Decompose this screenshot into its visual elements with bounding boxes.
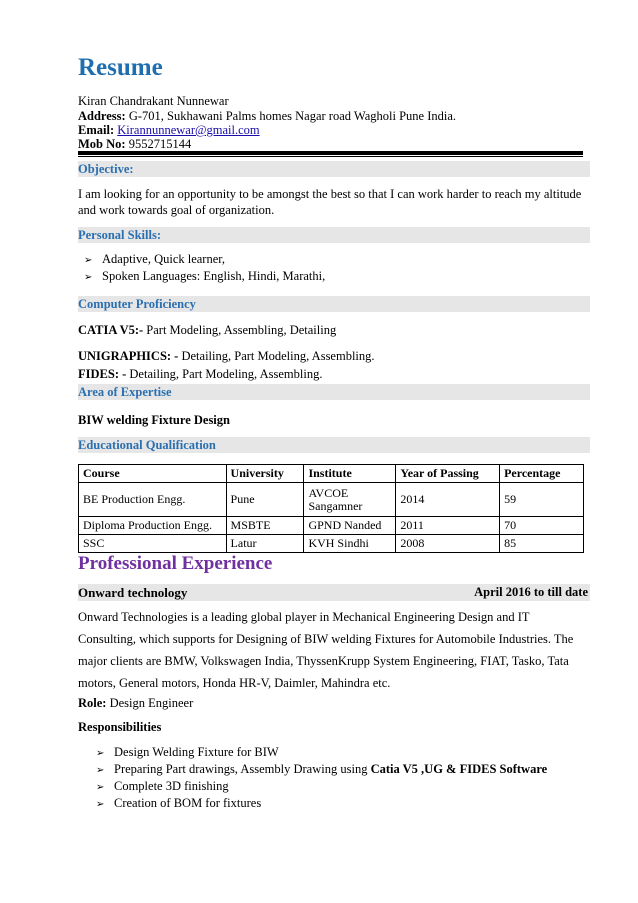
responsibilities-heading: Responsibilities [78, 720, 162, 734]
skill-item: ➢ Adaptive, Quick learner, [84, 252, 226, 266]
role-label: Role: [78, 696, 107, 710]
arrow-bullet-icon: ➢ [96, 748, 105, 759]
table-cell: 2011 [396, 517, 500, 535]
employment-period: April 2016 to till date [474, 585, 588, 599]
responsibility-item: ➢ Complete 3D finishing [96, 779, 229, 793]
table-row [79, 483, 584, 517]
table-cell: MSBTE [226, 517, 304, 535]
email-line [78, 123, 260, 137]
objective-heading: Objective: [78, 162, 134, 176]
arrow-bullet-icon: ➢ [96, 799, 105, 810]
objective-text: I am looking for an opportunity to be amongst the best so that I can work harder to reach my altitude and work towards goal of organization. [78, 187, 582, 217]
experience-heading: Professional Experience [78, 553, 273, 574]
email-link[interactable]: Kirannunnewar@gmail.com [117, 123, 260, 137]
mobile-label: Mob No: [78, 137, 126, 151]
table-row [79, 517, 584, 535]
arrow-bullet-icon: ➢ [96, 765, 105, 776]
responsibility-item: ➢ Creation of BOM for fixtures [96, 796, 262, 810]
computer-heading: Computer Proficiency [78, 297, 196, 311]
expertise-text: BIW welding Fixture Design [78, 413, 230, 427]
personal-skills-heading-band [78, 227, 590, 243]
role-line [78, 696, 193, 710]
column-header: University [226, 465, 304, 483]
role-value: Design Engineer [109, 696, 194, 710]
company-band [78, 584, 590, 601]
table-cell: Pune [226, 483, 304, 517]
header-rule-thin [78, 156, 583, 157]
column-header: Course [79, 465, 227, 483]
email-label: Email: [78, 123, 115, 137]
address-value: G-701, Sukhawani Palms homes Nagar road Wagholi Pune India. [128, 109, 457, 123]
responsibility-item: ➢ Design Welding Fixture for BIW [96, 745, 279, 759]
table-cell: Diploma Production Engg. [79, 517, 227, 535]
header-rule-thick [78, 151, 583, 155]
table-cell: 59 [500, 483, 584, 517]
column-header: Year of Passing [396, 465, 500, 483]
table-cell: 85 [500, 535, 584, 553]
education-table [78, 464, 584, 553]
table-cell: 70 [500, 517, 584, 535]
table-cell: 2008 [396, 535, 500, 553]
arrow-bullet-icon: ➢ [84, 272, 93, 283]
skill-item: ➢ Spoken Languages: English, Hindi, Marathi, [84, 269, 326, 283]
objective-heading-band [78, 161, 590, 177]
computer-item-fides: FIDES: - Detailing, Part Modeling, Assembling. [78, 367, 323, 381]
table-cell: KVH Sindhi [304, 535, 396, 553]
column-header: Percentage [500, 465, 584, 483]
address-line [78, 109, 456, 123]
table-cell: GPND Nanded [304, 517, 396, 535]
computer-item-catia: CATIA V5:- Part Modeling, Assembling, Detailing [78, 323, 337, 337]
personal-skills-heading: Personal Skills: [78, 228, 161, 242]
resume-title: Resume [78, 54, 163, 81]
candidate-name: Kiran Chandrakant Nunnewar [78, 94, 229, 108]
responsibility-item: ➢ Preparing Part drawings, Assembly Drawing using Catia V5 ,UG & FIDES Software [96, 762, 548, 776]
arrow-bullet-icon: ➢ [84, 255, 93, 266]
company-name: Onward technology [78, 585, 188, 600]
expertise-heading-band [78, 384, 590, 400]
mobile-line [78, 137, 191, 151]
arrow-bullet-icon: ➢ [96, 782, 105, 793]
computer-item-unigraphics: UNIGRAPHICS: - Detailing, Part Modeling, Assembling. [78, 349, 375, 363]
table-cell: AVCOE Sangamner [304, 483, 396, 517]
table-cell: BE Production Engg. [79, 483, 227, 517]
expertise-heading: Area of Expertise [78, 385, 172, 399]
table-header-row [79, 465, 584, 483]
education-heading: Educational Qualification [78, 438, 216, 452]
company-description: Onward Technologies is a leading global player in Mechanical Engineering Design and IT Consulting, which supports for Designing of BIW welding Fixtures for Automobile Industries. The major clients are BMW, Volkswagen India, ThyssenKrupp System Engineering, FIAT, Tasko, Tata motors, General motors, Honda HR-V, Daimler, Mahindra etc. [78, 610, 574, 690]
computer-heading-band [78, 296, 590, 312]
table-cell: Latur [226, 535, 304, 553]
table-cell: SSC [79, 535, 227, 553]
mobile-value: 9552715144 [128, 137, 192, 151]
education-heading-band [78, 437, 590, 453]
column-header: Institute [304, 465, 396, 483]
table-row [79, 535, 584, 553]
table-cell: 2014 [396, 483, 500, 517]
address-label: Address: [78, 109, 126, 123]
